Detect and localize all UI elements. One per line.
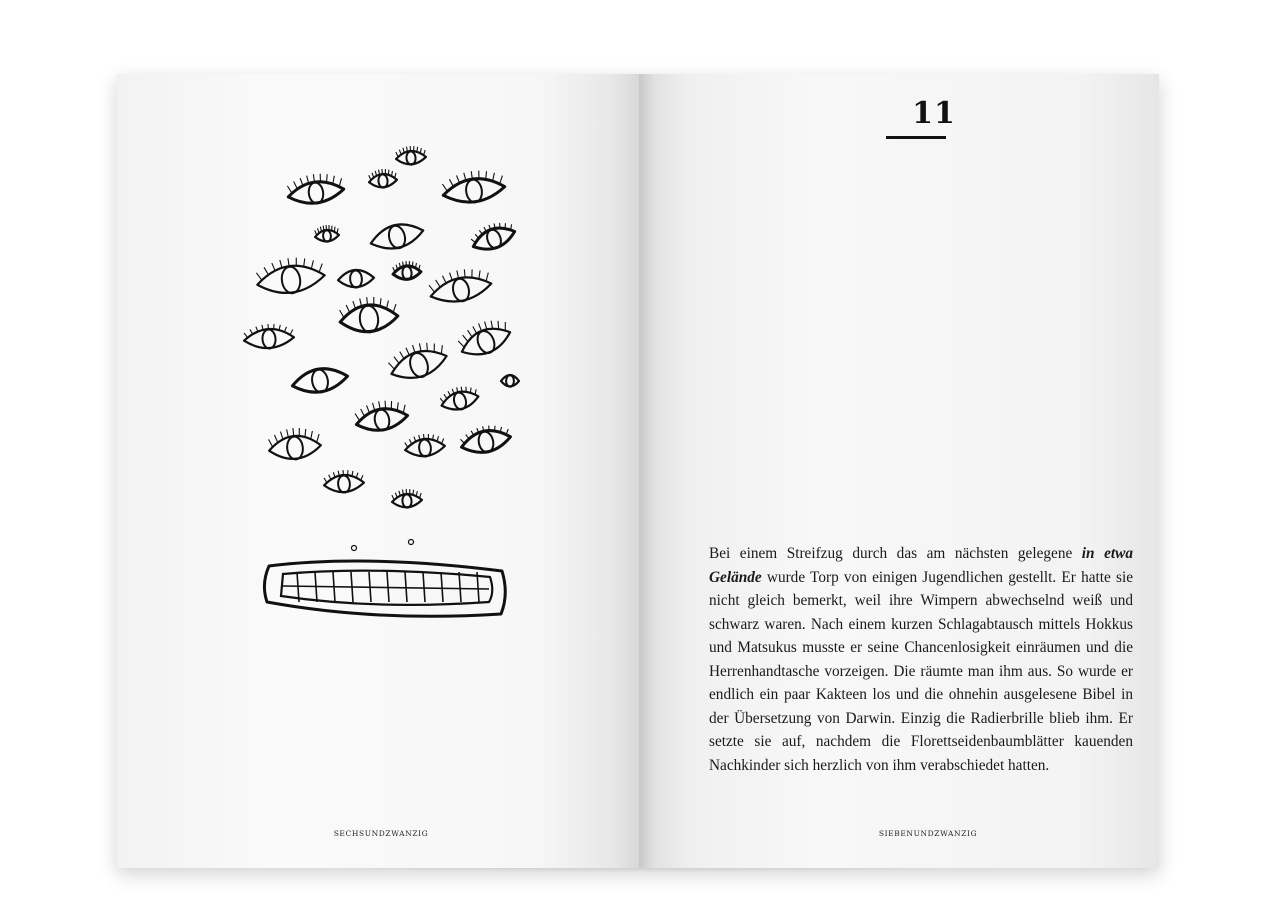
eye-icon [254,253,326,297]
eye-icon [454,314,514,363]
eye-icon [243,322,295,350]
eye-icon [368,219,426,255]
eye-icon [290,364,349,397]
teeth-icon [264,540,505,617]
eye-icon [267,425,322,462]
right-page [639,74,1159,868]
eye-icon [337,269,374,289]
eye-icon [368,168,398,189]
chapter-underline [886,136,946,139]
chapter-number: 11 [912,96,956,131]
eye-icon [468,217,518,255]
left-page [117,74,639,868]
eye-icon [385,336,450,386]
eye-icon [395,145,426,166]
eye-icon [392,260,422,281]
eye-icon [458,421,512,457]
eye-icon [314,224,339,243]
body-paragraph [709,542,1133,777]
eye-icon [391,488,422,509]
eye-icon [286,170,346,207]
eye-icon [323,469,364,494]
eye-icon [438,383,480,414]
left-page-number: SECHSUNDZWANZIG [333,829,429,838]
eye-icon [427,264,494,308]
eye-icon [404,432,446,459]
book-spread [117,74,1159,868]
eye-icon [338,294,399,335]
eyes-and-teeth-illustration [117,74,639,868]
paragraph-part-2: wurde Torp von einigen Jugendlichen gestellt. Er hatte sie nicht gleich bemerkt, weil ihre Wimpern abwechselnd weiß und schwarz waren. Nach einem kurzen Schlagabtausch mittels Hokkus und Matsukus musste er seine Chancenlosigkeit einräumen und die Herrenhandtasche vorzeigen. Die räumte man ihm aus. So wurde er endlich ein paar Kakteen los und die ohnehin ausgelesene Bibel in der Übersetzung von Darwin. Einzig die Radierbrille blieb ihm. Er setzte sie auf, nachdem die Florettseidenbaumblätter kauenden Nachkinder sich herzlich von ihm verabschiedet hatten. [709,568,1133,774]
right-page-number: SIEBENUNDZWANZIG [878,829,978,838]
paragraph-part-1: Bei einem Streifzug durch das am nächsten gelegene [709,545,1082,562]
eye-icon [353,397,409,435]
eye-icon [441,167,507,207]
paragraph-emphasis: in etwa Gelände [709,545,1133,586]
eye-icon [501,375,519,387]
